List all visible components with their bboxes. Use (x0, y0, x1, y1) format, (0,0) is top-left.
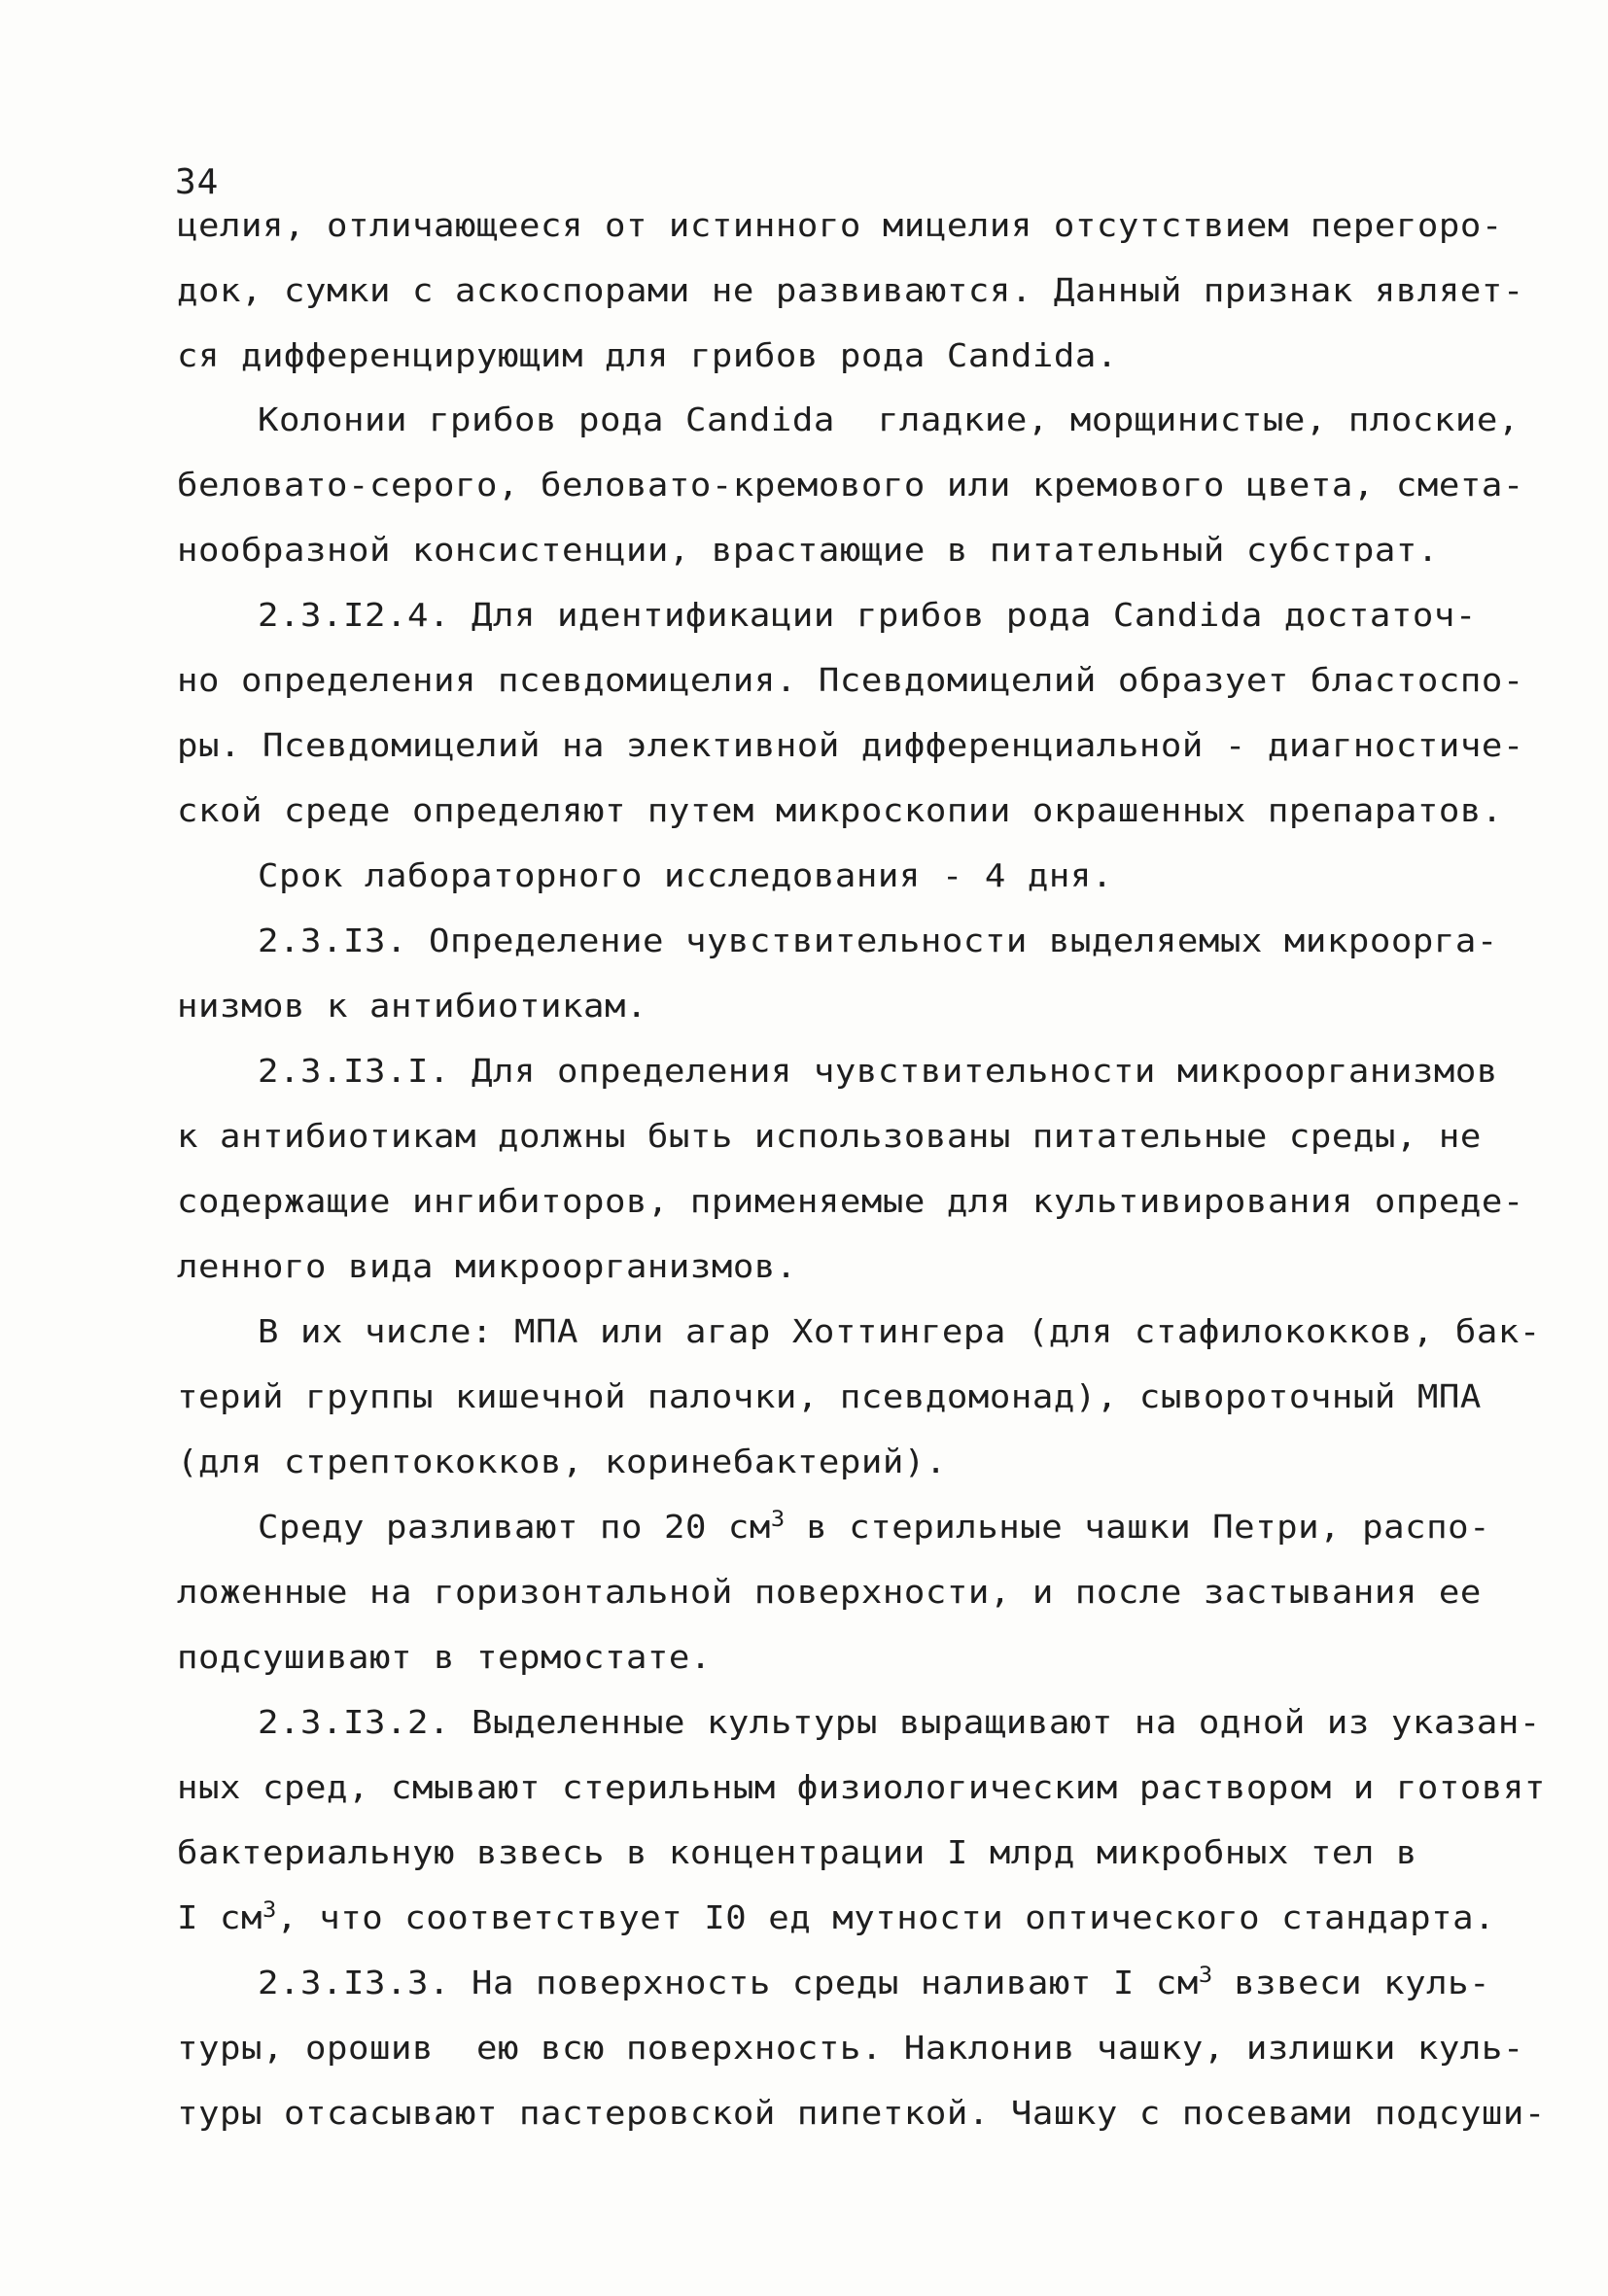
text-line: ся дифференцирующим для грибов рода Candida. (177, 336, 1118, 374)
text-line (258, 1958, 1608, 2008)
text-line (258, 1502, 1608, 1552)
text-line: 2.3.I3.I. Для определения чувствительности микроорганизмов (258, 1052, 1498, 1090)
text-line: 2.3.I2.4. Для идентификации грибов рода Candida достаточ- (258, 596, 1477, 634)
text-line: к антибиотикам должны быть использованы питательные среды, не (177, 1117, 1482, 1155)
text-line: док, сумки с аскоспорами не развиваются. Данный признак являет- (177, 271, 1524, 309)
text-line: Срок лабораторного исследования - 4 дня. (258, 856, 1113, 894)
text-line: ных сред, смывают стерильным физиологическим раствором и готовят (177, 1768, 1546, 1806)
text-line: терий группы кишечной палочки, псевдомонад), сывороточный МПА (177, 1377, 1482, 1415)
superscript: 3 (770, 1508, 786, 1532)
text-line: (для стрептококков, коринебактерий). (177, 1443, 947, 1480)
text-line: нообразной консистенции, врастающие в питательный субстрат. (177, 531, 1439, 569)
text-line: туры, орошив ею всю поверхность. Наклонив чашку, излишки куль- (177, 2029, 1524, 2067)
text-line (177, 1893, 1563, 1943)
text-line: ленного вида микроорганизмов. (177, 1247, 797, 1285)
text-segment: в стерильные чашки Петри, распо- (785, 1508, 1491, 1546)
text-line: ложенные на горизонтальной поверхности, и после застывания ее (177, 1573, 1482, 1611)
text-line: ской среде определяют путем микроскопии окрашенных препаратов. (177, 791, 1503, 829)
text-line: 2.3.I3. Определение чувствительности выделяемых микроорга- (258, 922, 1498, 959)
text-segment: I см (177, 1898, 263, 1936)
text-segment: взвеси куль- (1212, 1964, 1491, 2001)
superscript: 3 (262, 1898, 277, 1923)
text-line: содержащие ингибиторов, применяемые для культивирования опреде- (177, 1182, 1524, 1220)
text-line: но определения псевдомицелия. Псевдомицелий образует бластоспо- (177, 661, 1524, 699)
text-line: беловато-серого, беловато-кремового или кремового цвета, смета- (177, 466, 1524, 504)
text-segment: Среду разливают по 20 см (258, 1508, 771, 1546)
text-segment: , что соответствует I0 ед мутности оптического стандарта. (276, 1898, 1496, 1936)
page-number: 34 (175, 162, 220, 202)
text-line: В их числе: МПА или агар Хоттингера (для стафилококков, бак- (258, 1312, 1541, 1350)
superscript: 3 (1198, 1964, 1213, 1988)
text-segment: 2.3.I3.3. На поверхность среды наливают I см (258, 1964, 1199, 2001)
text-line: низмов к антибиотикам. (177, 987, 647, 1025)
text-line: целия, отличающееся от истинного мицелия отсутствием перегоро- (177, 206, 1503, 244)
text-line: Колонии грибов рода Candida гладкие, морщинистые, плоские, (258, 400, 1520, 438)
text-line: туры отсасывают пастеровской пипеткой. Чашку с посевами подсуши- (177, 2094, 1546, 2132)
text-line: бактериальную взвесь в концентрации I млрд микробных тел в (177, 1833, 1417, 1871)
text-line: подсушивают в термостате. (177, 1638, 712, 1676)
text-line: 2.3.I3.2. Выделенные культуры выращивают на одной из указан- (258, 1703, 1541, 1741)
text-line: ры. Псевдомицелий на элективной дифференциальной - диагностиче- (177, 726, 1524, 764)
